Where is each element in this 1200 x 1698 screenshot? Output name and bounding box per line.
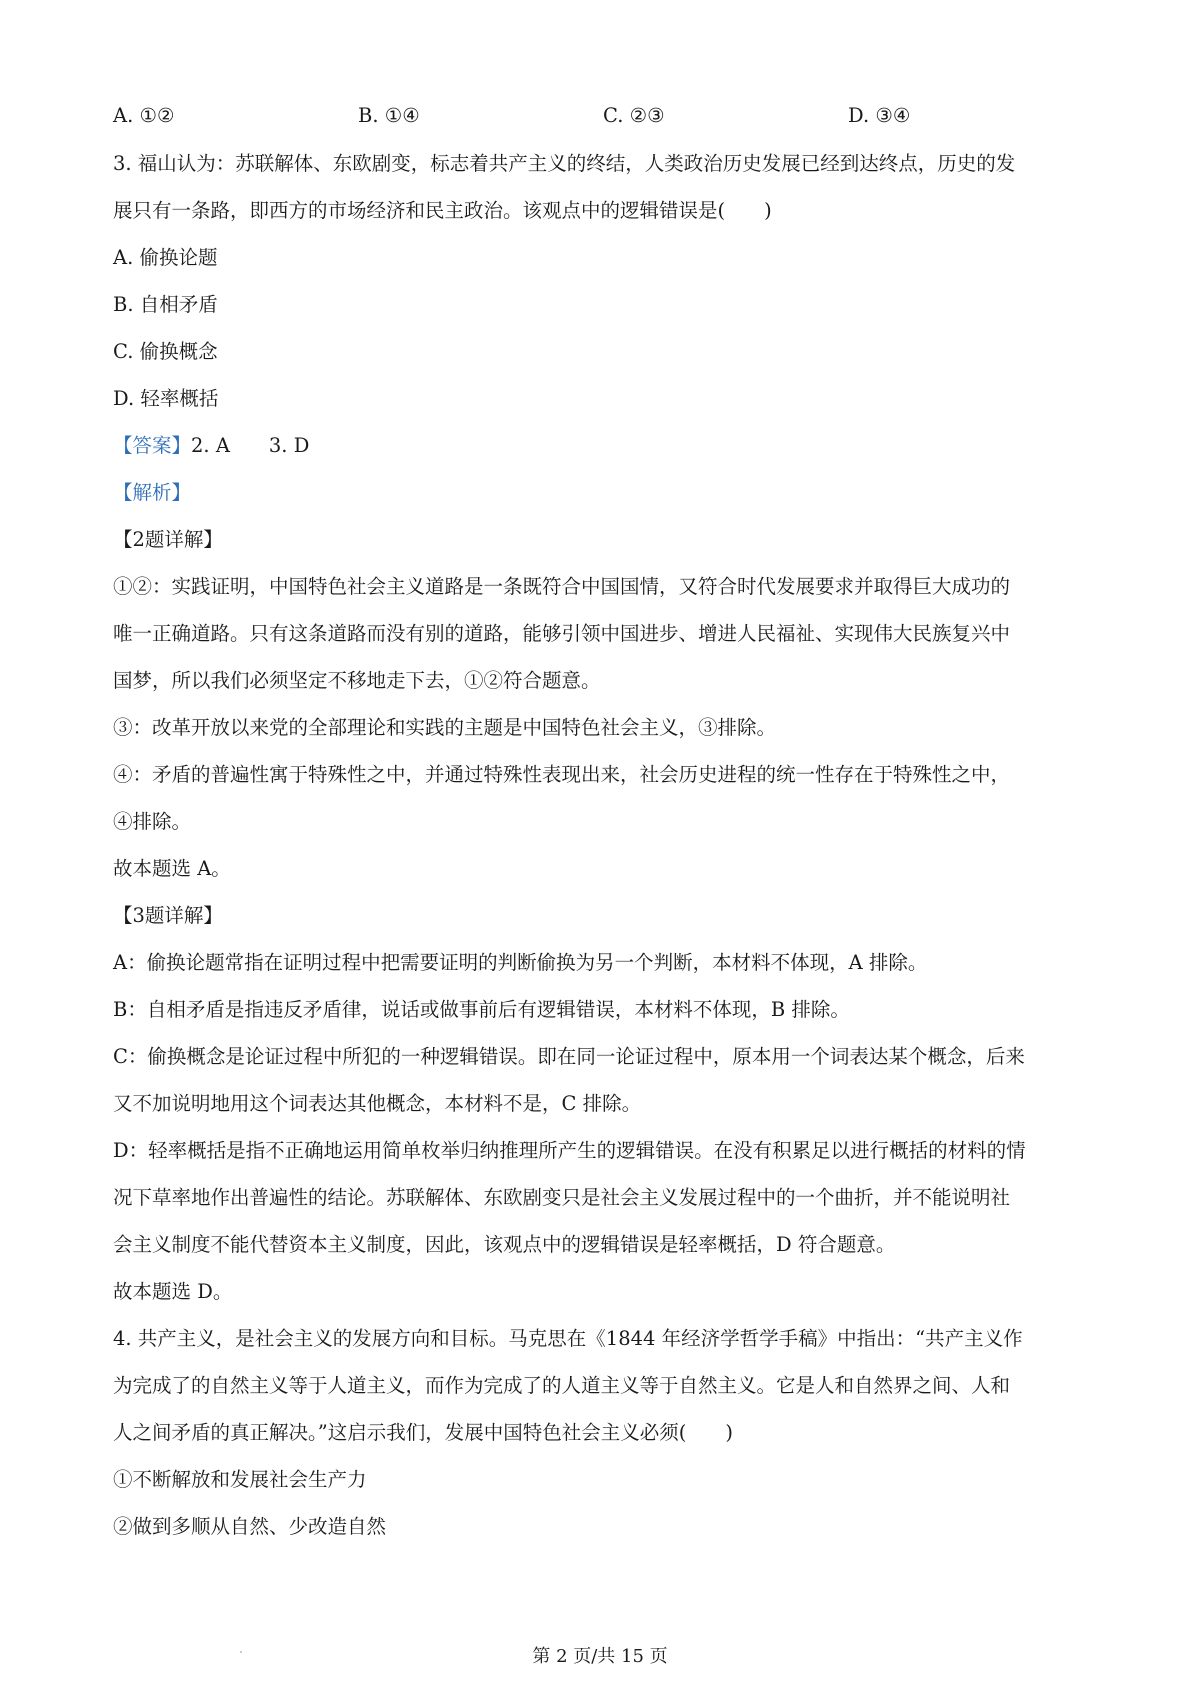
- answer-line: [113, 434, 309, 458]
- detail2-line-1: ①②：实践证明，中国特色社会主义道路是一条既符合中国国情，又符合时代发展要求并取得巨大成功的: [113, 575, 1011, 598]
- q2-option-b: B. ①④: [358, 104, 420, 127]
- detail2-line-6: ④排除。: [113, 810, 192, 833]
- detail3-line-5: D：轻率概括是指不正确地运用简单枚举归纳推理所产生的逻辑错误。在没有积累足以进行概括的材料的情: [113, 1139, 1026, 1162]
- detail3-line-2: B：自相矛盾是指违反矛盾律，说话或做事前后有逻辑错误，本材料不体现，B 排除。: [113, 998, 850, 1021]
- detail3-line-4: 又不加说明地用这个词表达其他概念，本材料不是，C 排除。: [113, 1092, 642, 1115]
- q3-option-d: D. 轻率概括: [113, 387, 219, 410]
- page-footer: 第 2 页/共 15 页: [532, 1646, 668, 1667]
- detail3-heading: 【3题详解】: [113, 904, 223, 927]
- detail2-conclusion: 故本题选 A。: [113, 857, 231, 880]
- q3-stem-line-2: 展只有一条路，即西方的市场经济和民主政治。该观点中的逻辑错误是( ): [113, 199, 772, 222]
- detail3-line-6: 况下草率地作出普遍性的结论。苏联解体、东欧剧变只是社会主义发展过程中的一个曲折，并不能说明社: [113, 1186, 1011, 1209]
- detail2-line-3: 国梦，所以我们必须坚定不移地走下去，①②符合题意。: [113, 669, 601, 692]
- answer-tag: 【答案】: [113, 434, 192, 457]
- q2-option-d: D. ③④: [848, 104, 911, 127]
- answer-text: 2. A 3. D: [191, 434, 310, 457]
- q4-stem-line-2: 为完成了的自然主义等于人道主义，而作为完成了的人道主义等于自然主义。它是人和自然界之间、人和: [113, 1374, 1011, 1397]
- q3-stem-line-1: 3. 福山认为：苏联解体、东欧剧变，标志着共产主义的终结，人类政治历史发展已经到达终点，历史的发: [113, 152, 1016, 175]
- analysis-tag: 【解析】: [113, 481, 192, 504]
- detail3-line-7: 会主义制度不能代替资本主义制度，因此，该观点中的逻辑错误是轻率概括，D 符合题意。: [113, 1233, 896, 1256]
- q2-option-a: A. ①②: [113, 104, 175, 127]
- q3-option-c: C. 偷换概念: [113, 340, 218, 363]
- q2-option-c: C. ②③: [603, 104, 665, 127]
- detail2-line-4: ③：改革开放以来党的全部理论和实践的主题是中国特色社会主义，③排除。: [113, 716, 777, 739]
- q4-stem-line-1: 4. 共产主义，是社会主义的发展方向和目标。马克思在《1844 年经济学哲学手稿》中指出：“共产主义作: [113, 1327, 1023, 1350]
- detail2-heading: 【2题详解】: [113, 528, 223, 551]
- detail2-line-2: 唯一正确道路。只有这条道路而没有别的道路，能够引领中国进步、增进人民福祉、实现伟大民族复兴中: [113, 622, 1011, 645]
- detail3-conclusion: 故本题选 D。: [113, 1280, 233, 1303]
- detail3-line-1: A：偷换论题常指在证明过程中把需要证明的判断偷换为另一个判断，本材料不体现，A 排除。: [113, 951, 928, 974]
- detail2-line-5: ④：矛盾的普遍性寓于特殊性之中，并通过特殊性表现出来，社会历史进程的统一性存在于特殊性之中，: [113, 763, 1011, 786]
- q2-options-row: [113, 104, 1013, 128]
- q4-stem-line-3: 人之间矛盾的真正解决。”这启示我们，发展中国特色社会主义必须( ): [113, 1421, 733, 1444]
- detail3-line-3: C：偷换概念是论证过程中所犯的一种逻辑错误。即在同一论证过程中，原本用一个词表达某个概念，后来: [113, 1045, 1025, 1068]
- q4-item-1: ①不断解放和发展社会生产力: [113, 1468, 367, 1491]
- q4-item-2: ②做到多顺从自然、少改造自然: [113, 1515, 387, 1538]
- q3-option-b: B. 自相矛盾: [113, 293, 218, 316]
- q3-option-a: A. 偷换论题: [113, 246, 218, 269]
